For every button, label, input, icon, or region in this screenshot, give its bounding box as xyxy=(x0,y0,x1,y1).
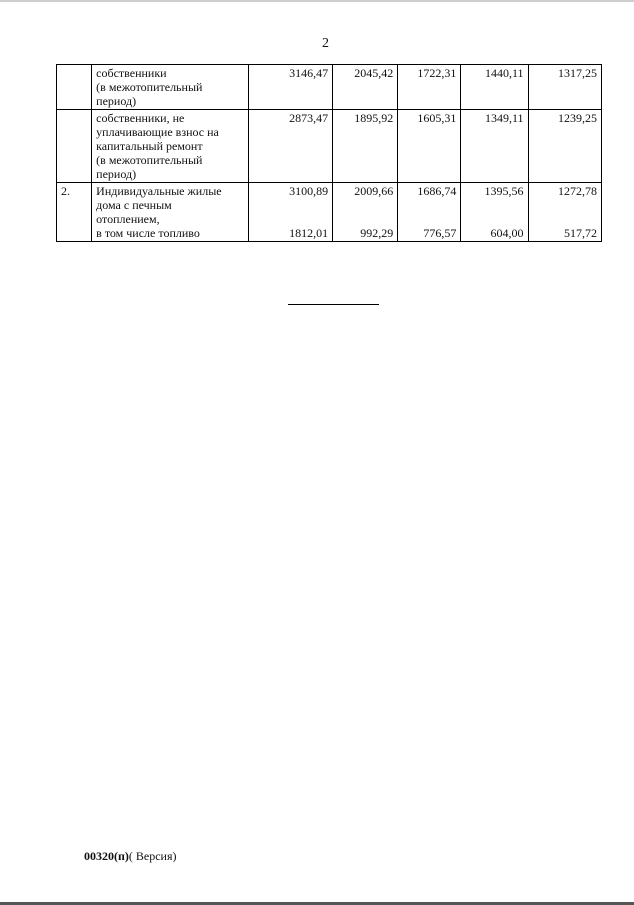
tariff-table xyxy=(56,64,602,242)
fuel-value: 1812,01 xyxy=(289,226,329,240)
total-value: 1686,74 xyxy=(417,184,457,198)
value-cell: 1895,92 xyxy=(333,110,398,183)
value-cell: 1440,11 xyxy=(461,65,528,110)
value-cell xyxy=(249,183,333,242)
table-row xyxy=(57,65,602,110)
value-cell xyxy=(398,183,461,242)
page-number: 2 xyxy=(322,36,329,51)
fuel-value: 776,57 xyxy=(423,226,457,240)
value-cell: 1349,11 xyxy=(461,110,528,183)
fuel-value: 992,29 xyxy=(360,226,394,240)
description-line: собственники xyxy=(96,66,167,80)
row-number xyxy=(57,65,92,110)
value-cell xyxy=(528,183,601,242)
total-value: 1272,78 xyxy=(558,184,597,198)
description-line: Индивидуальные жилые xyxy=(96,184,222,198)
description-line: дома с печным xyxy=(96,198,172,212)
table-row xyxy=(57,183,602,242)
row-description xyxy=(92,65,249,110)
description-line: в том числе топливо xyxy=(96,226,200,240)
description-line: уплачивающие взнос на xyxy=(96,125,219,139)
value-cell xyxy=(461,183,528,242)
description-line: период) xyxy=(96,167,137,181)
row-description xyxy=(92,110,249,183)
description-line: собственники, не xyxy=(96,111,185,125)
row-number xyxy=(57,110,92,183)
value-cell: 1239,25 xyxy=(528,110,601,183)
description-line: (в межотопительный xyxy=(96,153,203,167)
value-cell: 1605,31 xyxy=(398,110,461,183)
total-value: 1395,56 xyxy=(484,184,524,198)
row-number: 2. xyxy=(57,183,92,242)
scan-top-edge xyxy=(0,0,634,2)
description-line: (в межотопительный xyxy=(96,80,203,94)
total-value: 2009,66 xyxy=(354,184,394,198)
document-version-footer xyxy=(84,849,177,864)
document-code: 00320(п) xyxy=(84,849,129,863)
end-of-document-rule xyxy=(288,304,379,305)
value-cell: 1722,31 xyxy=(398,65,461,110)
fuel-value: 517,72 xyxy=(564,226,597,240)
value-cell: 2045,42 xyxy=(333,65,398,110)
value-cell: 3146,47 xyxy=(249,65,333,110)
value-cell xyxy=(333,183,398,242)
value-cell: 2873,47 xyxy=(249,110,333,183)
description-line: период) xyxy=(96,94,137,108)
row-description xyxy=(92,183,249,242)
description-line: отоплением, xyxy=(96,212,160,226)
total-value: 3100,89 xyxy=(289,184,329,198)
table-row xyxy=(57,110,602,183)
version-label: ( Версия) xyxy=(128,849,177,863)
value-cell: 1317,25 xyxy=(528,65,601,110)
description-line: капитальный ремонт xyxy=(96,139,203,153)
fuel-value: 604,00 xyxy=(490,226,524,240)
